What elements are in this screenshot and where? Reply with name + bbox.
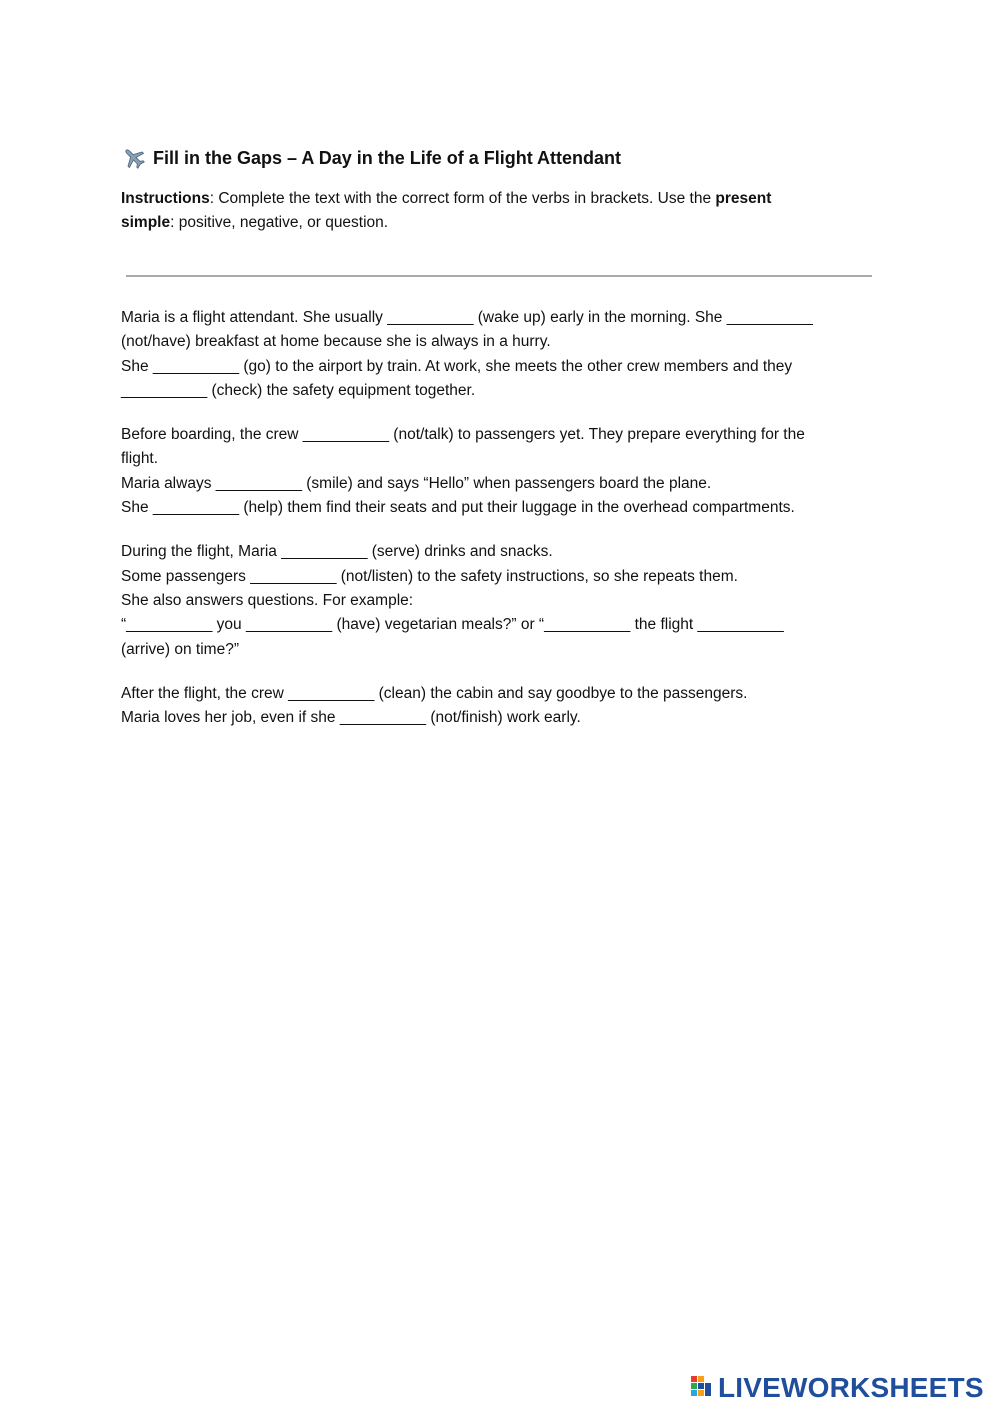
text-line: Maria loves her job, even if she __________ (not/finish) work early. <box>121 709 581 727</box>
liveworksheets-logo[interactable] <box>690 1372 984 1404</box>
paragraph-3 <box>121 540 873 661</box>
text-line: flight. <box>121 450 159 468</box>
text-line: During the flight, Maria __________ (serve) drinks and snacks. <box>121 543 553 561</box>
divider <box>126 275 872 277</box>
text-line: She __________ (help) them find their seats and put their luggage in the overhead compartments. <box>121 499 795 517</box>
instructions-emphasis-present: present <box>715 190 772 207</box>
text-line: (not/have) breakfast at home because she is always in a hurry. <box>121 333 551 351</box>
instructions-text-2: : positive, negative, or question. <box>170 214 389 232</box>
text-line: “__________ you __________ (have) vegetarian meals?” or “__________ the flight __________ <box>121 616 784 634</box>
paragraph-4 <box>121 682 873 731</box>
brand-name: LIVEWORKSHEETS <box>718 1372 984 1403</box>
instructions-emphasis-simple: simple <box>121 214 171 232</box>
text-line: (arrive) on time?” <box>121 640 239 658</box>
instructions-text-1: : Complete the text with the correct form of the verbs in brackets. Use the <box>209 190 716 207</box>
text-line: Some passengers __________ (not/listen) to the safety instructions, so she repeats them. <box>121 567 738 585</box>
text-line: She also answers questions. For example: <box>121 591 414 609</box>
text-line: She __________ (go) to the airport by train. At work, she meets the other crew members and they <box>121 357 793 375</box>
text-line: Before boarding, the crew __________ (not/talk) to passengers yet. They prepare everything for the <box>121 426 805 444</box>
text-line: After the flight, the crew __________ (clean) the cabin and say goodbye to the passengers. <box>121 684 748 702</box>
airplane-icon <box>121 145 147 171</box>
worksheet-title <box>121 143 873 173</box>
paragraph-2 <box>121 423 873 520</box>
text-line: Maria is a flight attendant. She usually __________ (wake up) early in the morning. She __________ <box>121 309 813 326</box>
gap-fill-text <box>121 306 873 750</box>
worksheet <box>121 143 873 727</box>
instructions-label: Instructions <box>121 190 210 207</box>
liveworksheets-logo-icon <box>690 1374 714 1402</box>
text-line: __________ (check) the safety equipment together. <box>121 381 476 399</box>
text-line: Maria always __________ (smile) and says “Hello” when passengers board the plane. <box>121 474 712 492</box>
paragraph-1 <box>121 306 873 403</box>
instructions <box>121 187 873 236</box>
title-text: Fill in the Gaps – A Day in the Life of a Flight Attendant <box>153 148 622 168</box>
